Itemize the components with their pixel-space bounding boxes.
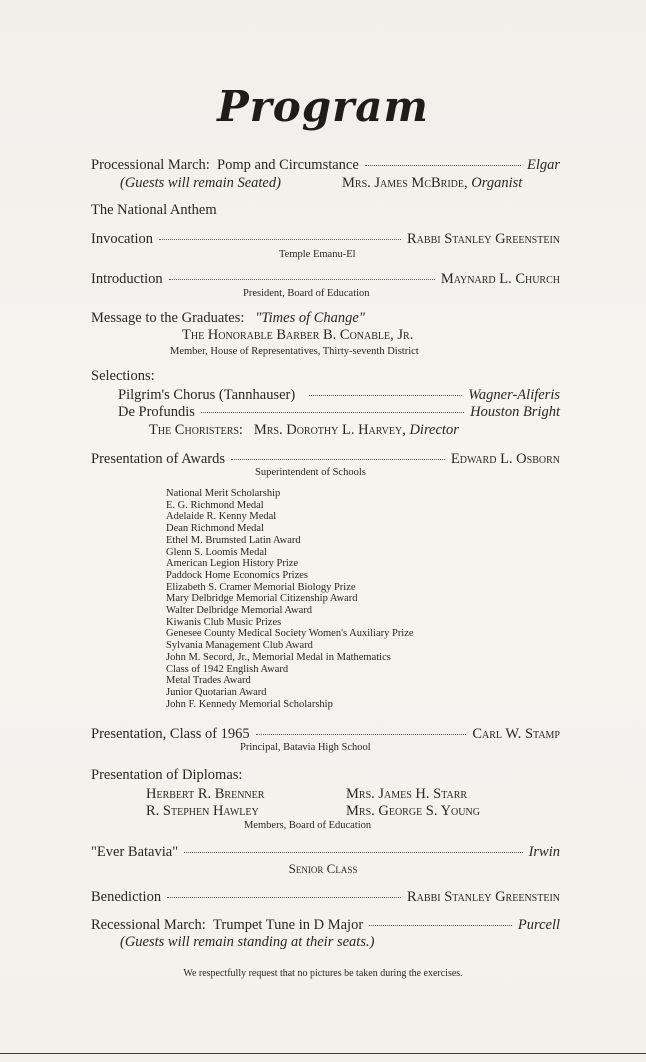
award-item: E. G. Richmond Medal bbox=[166, 499, 264, 511]
dot-leader bbox=[159, 239, 401, 240]
director-name: Mrs. Dorothy L. Harvey, bbox=[253, 422, 406, 438]
diploma-presenter: Mrs. George S. Young bbox=[346, 803, 480, 819]
introduction-row bbox=[91, 270, 560, 288]
diplomas-sub: Members, Board of Education bbox=[244, 820, 372, 831]
organist-line bbox=[342, 174, 522, 192]
award-item: Glenn S. Loomis Medal bbox=[166, 546, 267, 558]
award-item: Mary Delbridge Memorial Citizenship Award bbox=[166, 593, 358, 605]
award-item: Walter Delbridge Memorial Award bbox=[166, 605, 313, 617]
invocation-sub: Temple Emanu-El bbox=[279, 249, 356, 260]
selection-piece: De Profundis bbox=[118, 404, 195, 420]
processional-piece: Pomp and Circumstance bbox=[217, 157, 359, 173]
message-label: Message to the Graduates: bbox=[91, 310, 245, 326]
invocation-person: Rabbi Stanley Greenstein bbox=[407, 231, 560, 247]
dot-leader bbox=[365, 165, 521, 166]
ever-batavia-composer: Irwin bbox=[528, 844, 560, 860]
fold-line bbox=[0, 1053, 646, 1054]
award-item: Dean Richmond Medal bbox=[166, 523, 264, 535]
dot-leader bbox=[369, 925, 512, 926]
award-item: Ethel M. Brumsted Latin Award bbox=[166, 534, 301, 546]
award-item: American Legion History Prize bbox=[166, 558, 299, 570]
processional-composer: Elgar bbox=[526, 157, 560, 173]
dot-leader bbox=[201, 412, 464, 413]
message-sub: Member, House of Representatives, Thirty-seventh District bbox=[170, 346, 419, 357]
processional-row bbox=[91, 156, 560, 174]
selection-row bbox=[118, 403, 560, 421]
invocation-row bbox=[91, 230, 560, 248]
awards-label: Presentation of Awards bbox=[91, 451, 225, 467]
footer-note: We respectfully request that no pictures be taken during the exercises. bbox=[183, 968, 463, 979]
award-item: Junior Quotarian Award bbox=[166, 686, 267, 698]
award-item: Paddock Home Economics Prizes bbox=[166, 569, 309, 581]
dot-leader bbox=[167, 897, 401, 898]
dot-leader bbox=[256, 734, 467, 735]
benediction-label: Benediction bbox=[91, 889, 162, 905]
benediction-person: Rabbi Stanley Greenstein bbox=[407, 889, 560, 905]
class-presentation-label: Presentation, Class of 1965 bbox=[91, 726, 250, 742]
recessional-note: (Guests will remain standing at their seats.) bbox=[120, 934, 375, 950]
recessional-composer: Purcell bbox=[517, 917, 560, 933]
processional-label: Processional March: bbox=[91, 157, 210, 173]
award-item: Kiwanis Club Music Prizes bbox=[166, 616, 282, 628]
message-line bbox=[91, 309, 365, 327]
award-item: Metal Trades Award bbox=[166, 675, 251, 687]
director-role: Director bbox=[409, 422, 459, 438]
dot-leader bbox=[169, 279, 435, 280]
dot-leader bbox=[231, 459, 445, 460]
selections-label: Selections: bbox=[91, 368, 155, 384]
introduction-sub: President, Board of Education bbox=[243, 288, 370, 299]
dot-leader bbox=[184, 852, 522, 853]
organist-role: Organist bbox=[471, 175, 523, 191]
message-speaker: The Honorable Barber B. Conable, Jr. bbox=[182, 327, 414, 343]
organist-name: Mrs. James McBride, bbox=[342, 175, 468, 191]
introduction-person: Maynard L. Church bbox=[440, 271, 560, 287]
class-presentation-person: Carl W. Stamp bbox=[472, 726, 560, 742]
invocation-label: Invocation bbox=[91, 231, 154, 247]
choristers-line bbox=[149, 421, 459, 439]
benediction-row bbox=[91, 888, 560, 906]
ever-batavia-row bbox=[91, 843, 560, 861]
award-item: Adelaide R. Kenny Medal bbox=[166, 511, 277, 523]
selection-composer: Houston Bright bbox=[470, 404, 560, 420]
selection-row bbox=[118, 386, 560, 404]
recessional-piece: Trumpet Tune in D Major bbox=[213, 917, 364, 933]
diplomas-label: Presentation of Diplomas: bbox=[91, 767, 243, 783]
award-item: National Merit Scholarship bbox=[166, 488, 281, 499]
selection-composer: Wagner-Aliferis bbox=[468, 387, 560, 403]
awards-person: Edward L. Osborn bbox=[450, 451, 560, 467]
introduction-label: Introduction bbox=[91, 271, 163, 287]
award-item: John M. Secord, Jr., Memorial Medal in Mathematics bbox=[166, 651, 391, 663]
choristers-name: The Choristers: bbox=[149, 422, 243, 438]
awards-sub: Superintendent of Schools bbox=[255, 467, 366, 478]
ever-batavia-label: "Ever Batavia" bbox=[91, 844, 179, 860]
processional-note: (Guests will remain Seated) bbox=[120, 175, 281, 191]
selection-piece: Pilgrim's Chorus (Tannhauser) bbox=[118, 387, 296, 403]
diploma-presenter: Herbert R. Brenner bbox=[146, 786, 265, 802]
senior-class-text: Senior Class bbox=[288, 861, 358, 876]
award-item: Elizabeth S. Cramer Memorial Biology Prize bbox=[166, 581, 356, 593]
award-item: Genesee County Medical Society Women's Auxiliary Prize bbox=[166, 628, 414, 640]
diploma-presenter: R. Stephen Hawley bbox=[146, 803, 259, 819]
recessional-row bbox=[91, 916, 560, 934]
award-item: Class of 1942 English Award bbox=[166, 663, 289, 675]
page-title: Program bbox=[217, 82, 429, 131]
senior-class bbox=[0, 860, 646, 878]
dot-leader bbox=[309, 395, 462, 396]
anthem: The National Anthem bbox=[91, 202, 217, 218]
recessional-label: Recessional March: bbox=[91, 917, 206, 933]
diploma-presenter: Mrs. James H. Starr bbox=[346, 786, 468, 802]
awards-list bbox=[166, 488, 414, 710]
award-item: Sylvania Management Club Award bbox=[166, 640, 313, 652]
message-topic: "Times of Change" bbox=[255, 310, 365, 326]
class-presentation-sub: Principal, Batavia High School bbox=[240, 742, 371, 753]
award-item: John F. Kennedy Memorial Scholarship bbox=[166, 698, 333, 710]
